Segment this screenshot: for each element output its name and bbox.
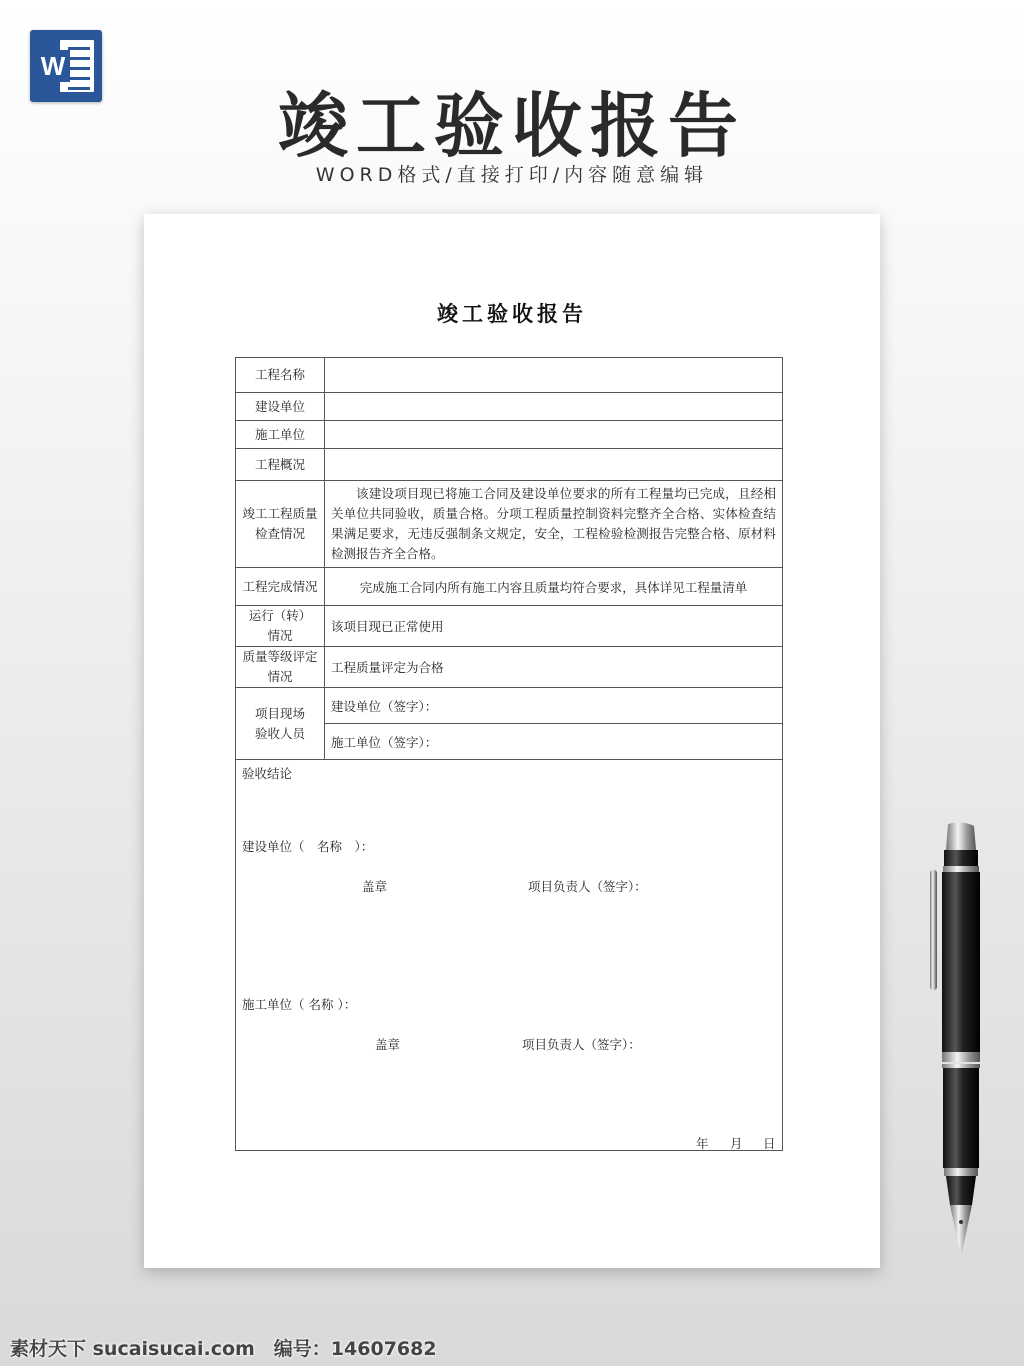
- value-project-name[interactable]: [325, 358, 783, 393]
- conclusion-label: 验收结论: [242, 766, 293, 781]
- value-operation[interactable]: 该项目现已正常使用: [325, 606, 783, 647]
- page-subtitle: WORD格式/直接打印/内容随意编辑: [315, 164, 709, 186]
- row-project-name: [236, 358, 783, 393]
- acceptance-form: [235, 357, 783, 1151]
- row-builder: [236, 393, 783, 421]
- watermark-text: 素材天下 sucaisucai.com 编号：14607682: [10, 1338, 437, 1360]
- date-month: 月: [730, 1136, 743, 1151]
- value-constructor[interactable]: [325, 421, 783, 449]
- value-quality-check[interactable]: 该建设项目现已将施工合同及建设单位要求的所有工程量均已完成，且经相关单位共同验收，质量合格。分项工程质量控制资料完整齐全合格、实体检查结果满足要求，无违反强制条文规定，安全，工程检验检测报告完整合格、原材料检测报告齐全合格。: [325, 481, 783, 568]
- label-grade-line1: 质量等级评定: [242, 649, 318, 664]
- label-completion: 工程完成情况: [236, 568, 325, 606]
- label-grade-line2: 情况: [267, 669, 293, 684]
- date-day: 日: [763, 1136, 776, 1151]
- conclusion-manager-1[interactable]: 项目负责人（签字）：: [528, 879, 647, 894]
- label-inspectors-line1: 项目现场: [254, 705, 305, 721]
- label-builder: 建设单位: [236, 393, 325, 421]
- label-quality-check-line1: 竣工工程质量: [242, 506, 318, 521]
- conclusion-builder-unit[interactable]: 建设单位（ 名称 ）：: [242, 839, 374, 854]
- date-year: 年: [696, 1136, 709, 1151]
- row-constructor: [236, 421, 783, 449]
- conclusion-cell: [236, 760, 783, 1151]
- label-project-name: 工程名称: [236, 358, 325, 393]
- label-operation-line1: 运行（转）: [248, 608, 312, 623]
- word-logo-letter: W: [36, 50, 70, 82]
- value-overview[interactable]: [325, 449, 783, 481]
- conclusion-stamp-1: 盖章: [362, 879, 388, 894]
- label-constructor: 施工单位: [236, 421, 325, 449]
- label-operation: [236, 606, 325, 647]
- label-inspectors-line2: 验收人员: [254, 725, 305, 741]
- label-grade: [236, 647, 325, 688]
- page-title: 竣工验收报告: [278, 85, 746, 167]
- builder-signature-field[interactable]: 建设单位（签字）：: [325, 688, 783, 724]
- row-conclusion: [236, 760, 783, 1151]
- row-completion: [236, 568, 783, 606]
- label-inspectors: [236, 688, 325, 760]
- watermark-bar: [0, 1328, 1024, 1366]
- label-operation-line2: 情况: [267, 628, 293, 643]
- row-inspectors-builder: [236, 688, 783, 724]
- row-operation: [236, 606, 783, 647]
- row-overview: [236, 449, 783, 481]
- label-quality-check: [236, 481, 325, 568]
- label-overview: 工程概况: [236, 449, 325, 481]
- value-grade[interactable]: 工程质量评定为合格: [325, 647, 783, 688]
- conclusion-manager-2[interactable]: 项目负责人（签字）：: [522, 1037, 641, 1052]
- conclusion-constructor-unit[interactable]: 施工单位（ 名称 ）：: [242, 997, 357, 1012]
- row-grade: [236, 647, 783, 688]
- label-quality-check-line2: 检查情况: [254, 526, 305, 541]
- constructor-signature-field[interactable]: 施工单位（签字）：: [325, 724, 783, 760]
- value-builder[interactable]: [325, 393, 783, 421]
- fountain-pen-icon: [922, 820, 986, 1260]
- document-title: 竣工验收报告: [437, 301, 587, 326]
- row-quality-check: [236, 481, 783, 568]
- value-completion[interactable]: 完成施工合同内所有施工内容且质量均符合要求，具体详见工程量清单: [325, 568, 783, 606]
- conclusion-stamp-2: 盖章: [375, 1037, 401, 1052]
